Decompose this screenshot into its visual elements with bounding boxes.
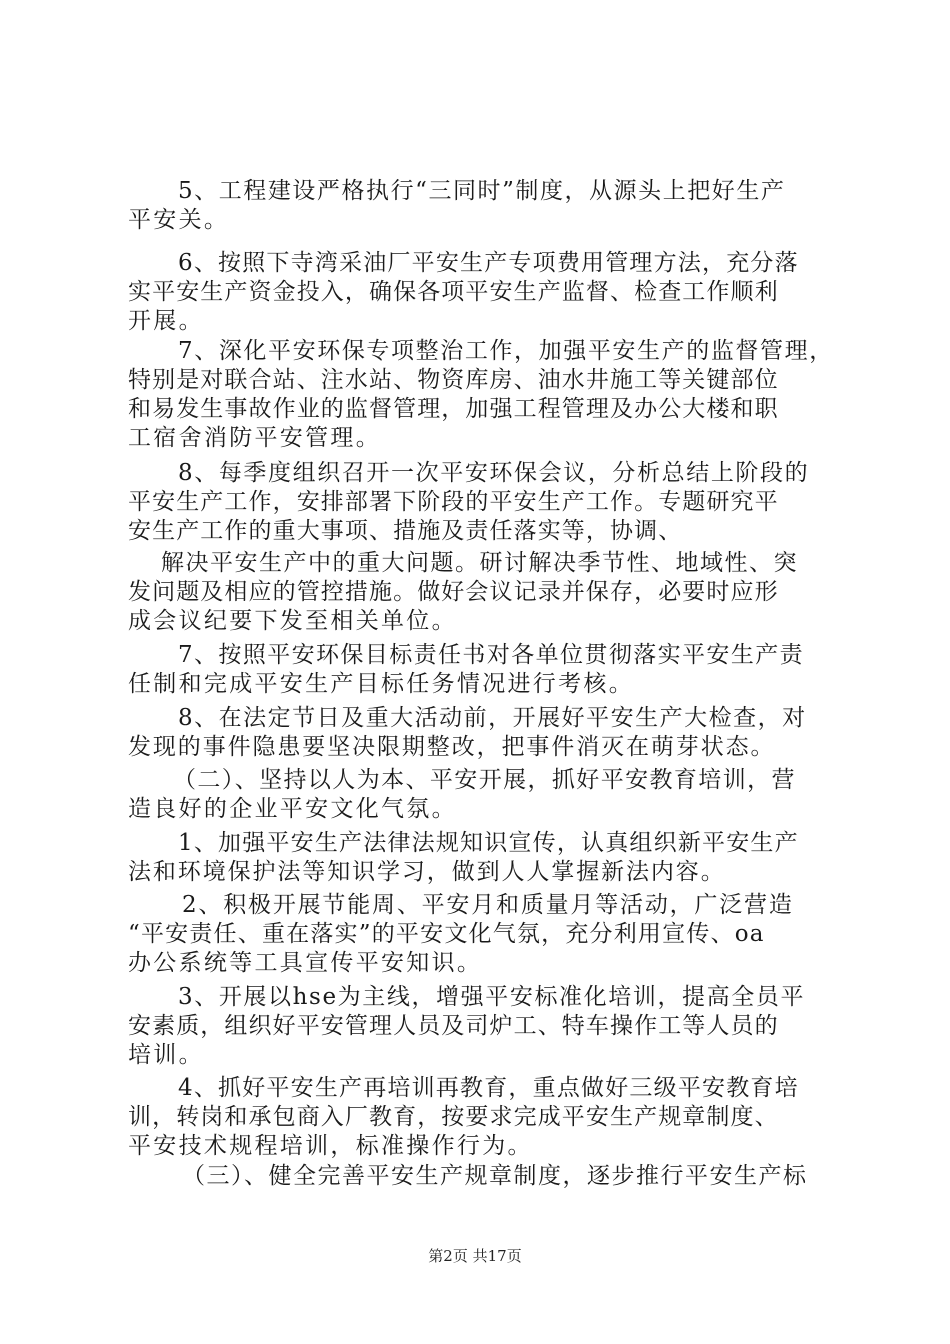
text-line: 7、按照平安环保目标责任书对各单位贯彻落实平安生产责 xyxy=(178,642,805,668)
text-line: 8、每季度组织召开一次平安环保会议，分析总结上阶段的 xyxy=(178,460,810,486)
text-line: 和易发生事故作业的监督管理，加强工程管理及办公大楼和职 xyxy=(128,396,779,422)
text-line: 培训。 xyxy=(128,1042,204,1068)
text-line: 训，转岗和承包商入厂教育，按要求完成平安生产规章制度、 xyxy=(128,1104,779,1130)
text-line: 工宿舍消防平安管理。 xyxy=(128,425,381,451)
text-line: 平安生产工作，安排部署下阶段的平安生产工作。专题研究平 xyxy=(128,489,779,515)
text-line: “平安责任、重在落实”的平安文化气氛，充分利用宣传、oa xyxy=(128,921,765,947)
text-line: 2、积极开展节能周、平安月和质量月等活动，广泛营造 xyxy=(182,892,794,918)
page-footer: 第2页 共17页 xyxy=(428,1247,522,1265)
text-line: 办公系统等工具宣传平安知识。 xyxy=(128,950,483,976)
text-line: 实平安生产资金投入，确保各项平安生产监督、检查工作顺利 xyxy=(128,279,779,305)
text-line: 平安关。 xyxy=(128,207,230,233)
text-line: 6、按照下寺湾采油厂平安生产专项费用管理方法，充分落 xyxy=(178,250,799,276)
text-line: 7、深化平安环保专项整治工作，加强平安生产的监督管理， xyxy=(178,338,834,364)
text-line: 1、加强平安生产法律法规知识宣传，认真组织新平安生产 xyxy=(178,830,799,856)
text-line: 安生产工作的重大事项、措施及责任落实等，协调、 xyxy=(128,518,683,544)
text-line: 任制和完成平安生产目标任务情况进行考核。 xyxy=(128,671,634,697)
text-line: 开展。 xyxy=(128,308,204,334)
text-line: 成会议纪要下发至相关单位。 xyxy=(128,608,457,634)
text-line: 造良好的企业平安文化气氛。 xyxy=(128,796,457,822)
text-line: 5、工程建设严格执行“三同时”制度，从源头上把好生产 xyxy=(178,178,786,204)
text-line: （二）、坚持以人为本、平安开展，抓好平安教育培训，营 xyxy=(173,767,796,793)
text-line: 8、在法定节日及重大活动前，开展好平安生产大检查，对 xyxy=(178,705,807,731)
text-line: 发问题及相应的管控措施。做好会议记录并保存，必要时应形 xyxy=(128,579,779,605)
text-line: （三）、健全完善平安生产规章制度，逐步推行平安生产标 xyxy=(182,1163,808,1189)
text-line: 安素质，组织好平安管理人员及司炉工、特车操作工等人员的 xyxy=(128,1013,779,1039)
text-line: 平安技术规程培训，标准操作行为。 xyxy=(128,1133,533,1159)
text-line: 4、抓好平安生产再培训再教育，重点做好三级平安教育培 xyxy=(178,1075,799,1101)
text-line: 3、开展以hse为主线，增强平安标准化培训，提高全员平 xyxy=(178,984,806,1010)
text-line: 发现的事件隐患要坚决限期整改，把事件消灭在萌芽状态。 xyxy=(128,734,776,760)
text-line: 特别是对联合站、注水站、物资库房、油水井施工等关键部位 xyxy=(128,367,779,393)
text-line: 解决平安生产中的重大问题。研讨解决季节性、地域性、突 xyxy=(161,550,798,576)
text-line: 法和环境保护法等知识学习，做到人人掌握新法内容。 xyxy=(128,859,726,885)
